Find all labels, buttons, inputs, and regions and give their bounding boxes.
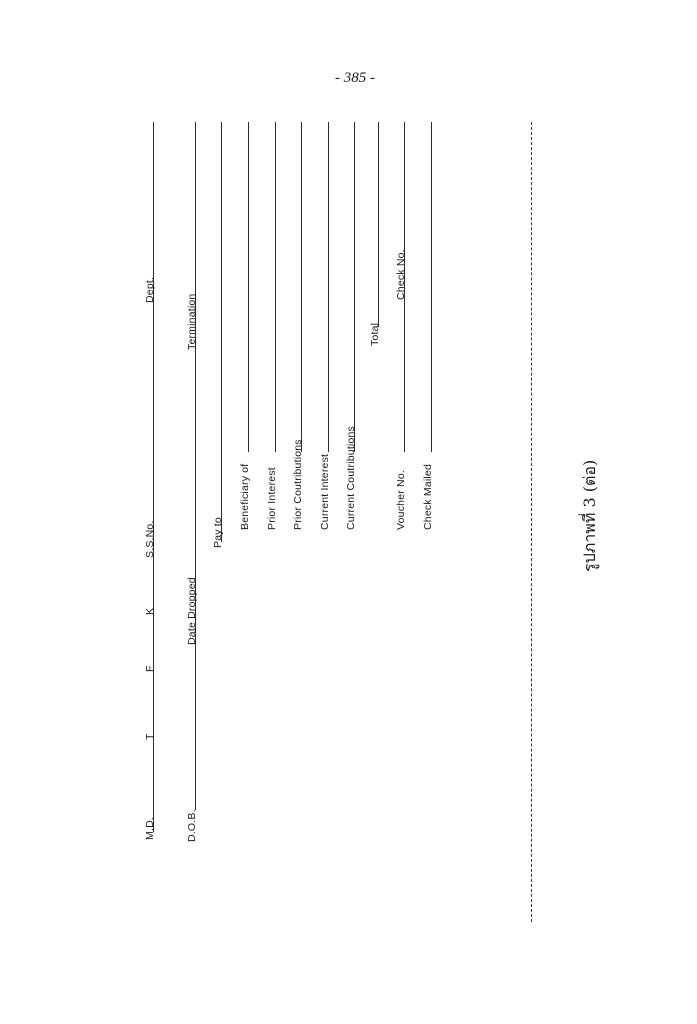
figure-caption: รูปภาพที่ 3 (ต่อ) — [580, 459, 599, 572]
k-label: K — [144, 607, 156, 615]
check-mailed-label: Check Mailed — [422, 463, 434, 530]
f-label: F — [144, 665, 156, 672]
voucher-no-label: Voucher No. — [395, 470, 407, 530]
dept-label: Dept. — [144, 276, 156, 303]
prior-interest-label: Prior Interest — [266, 467, 278, 530]
md-label: M.D. — [144, 817, 156, 840]
page-number: - 385 - — [335, 70, 375, 86]
rule-current-interest — [328, 122, 329, 452]
rule-prior-interest — [275, 122, 276, 452]
rule-beneficiary — [248, 122, 249, 452]
rule-pay-to — [221, 122, 222, 542]
rule-check-mailed — [431, 122, 432, 452]
t-label: T — [144, 733, 156, 740]
dob-label: D.O.B. — [186, 809, 198, 842]
rule-row2 — [195, 122, 196, 810]
termination-label: Termination — [186, 293, 198, 350]
ssno-label: S.S.No. — [144, 520, 156, 558]
pay-to-label: Pay to — [212, 517, 224, 548]
rule-total — [378, 122, 379, 327]
rule-prior-contributions — [301, 122, 302, 452]
dashed-cut-line — [531, 122, 532, 922]
prior-contributions-label: Prior Coutributions — [292, 439, 304, 530]
total-label: Total — [369, 322, 381, 346]
date-dropped-label: Date Dropped — [186, 577, 198, 645]
beneficiary-label: Beneficiary of — [239, 463, 251, 530]
current-contributions-label: Current Coutributions — [345, 426, 357, 530]
check-no-label: Check No. — [395, 249, 407, 300]
rule-row1 — [153, 122, 154, 832]
current-interest-label: Current Interest — [319, 453, 331, 530]
rule-current-contributions — [354, 122, 355, 452]
